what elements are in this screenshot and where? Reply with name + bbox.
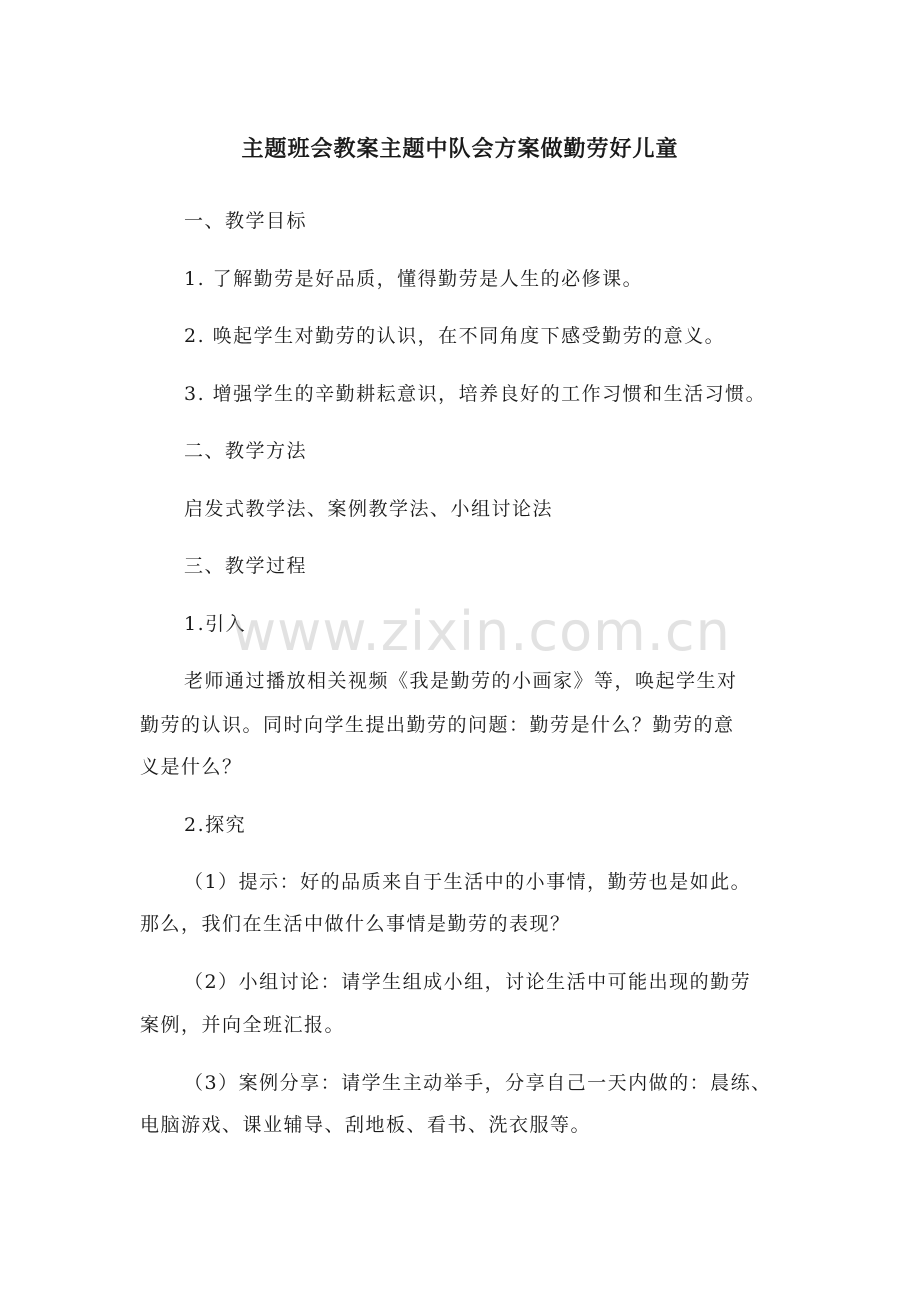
process-step-explore: 2.探究 bbox=[184, 814, 247, 836]
methods-text: 启发式教学法、案例教学法、小组讨论法 bbox=[184, 498, 554, 520]
document-title: 主题班会教案主题中队会方案做勤劳好儿童 bbox=[241, 137, 679, 162]
paragraph-line: 那么，我们在生活中做什么事情是勤劳的表现？ bbox=[140, 913, 571, 935]
paragraph-line: （1）提示：好的品质来自于生活中的小事情，勤劳也是如此。 bbox=[184, 871, 752, 893]
paragraph-line: （2）小组讨论：请学生组成小组，讨论生活中可能出现的勤劳 bbox=[184, 971, 752, 993]
section-heading-methods: 二、教学方法 bbox=[184, 440, 308, 462]
paragraph-line: 老师通过播放相关视频《我是勤劳的小画家》等，唤起学生对 bbox=[184, 670, 738, 692]
section-heading-objectives: 一、教学目标 bbox=[184, 210, 308, 232]
paragraph-line: 义是什么？ bbox=[140, 756, 243, 778]
watermark: www.zixin.com.cn bbox=[232, 600, 731, 663]
objective-item-2: 2. 唤起学生对勤劳的认识，在不同角度下感受勤劳的意义。 bbox=[184, 325, 726, 347]
process-step-intro: 1.引入 bbox=[184, 613, 247, 635]
paragraph-line: （3）案例分享：请学生主动举手，分享自己一天内做的：晨练、 bbox=[184, 1072, 772, 1094]
objective-item-3: 3. 增强学生的辛勤耕耘意识，培养良好的工作习惯和生活习惯。 bbox=[184, 383, 767, 405]
section-heading-process: 三、教学过程 bbox=[184, 555, 308, 577]
paragraph-line: 电脑游戏、课业辅导、刮地板、看书、洗衣服等。 bbox=[140, 1114, 592, 1136]
paragraph-line: 勤劳的认识。同时向学生提出勤劳的问题：勤劳是什么？勤劳的意 bbox=[140, 714, 735, 736]
paragraph-line: 案例，并向全班汇报。 bbox=[140, 1014, 346, 1036]
objective-item-1: 1. 了解勤劳是好品质，懂得勤劳是人生的必修课。 bbox=[184, 268, 644, 290]
